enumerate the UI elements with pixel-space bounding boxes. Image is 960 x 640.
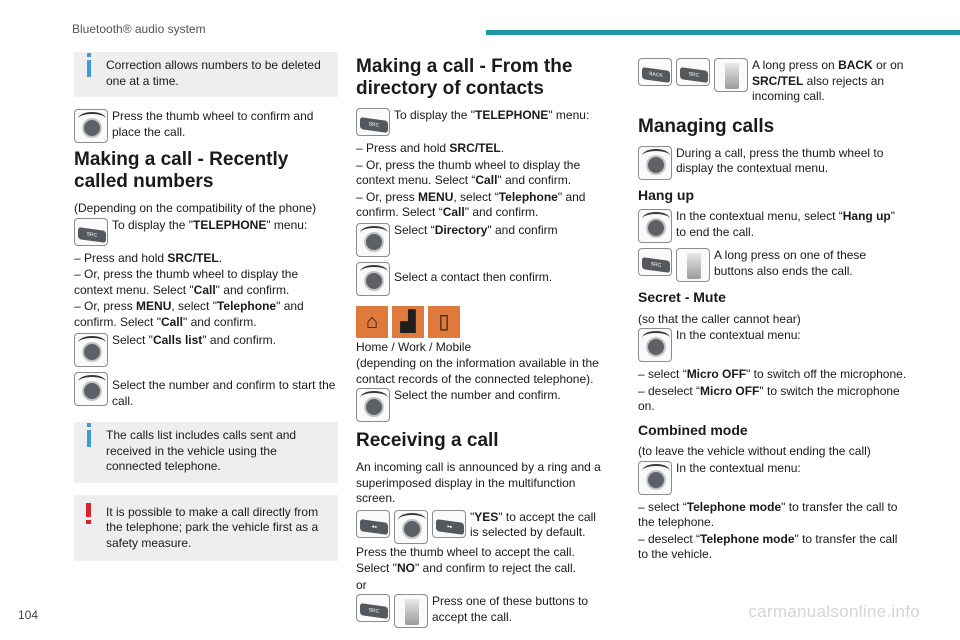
instruction-row <box>356 388 606 422</box>
step-text: – deselect “Telephone mode" to transfer the call to the vehicle. <box>638 531 898 561</box>
mobile-phone-icon: ▯ <box>428 306 460 338</box>
leave-text: (to leave the vehicle without ending the call) <box>638 444 871 458</box>
instruction-row <box>74 372 338 410</box>
header-title: Bluetooth® audio system <box>72 22 206 36</box>
instruction-row <box>74 333 338 367</box>
thumb-wheel-icon <box>356 262 390 296</box>
step-text: – Or, press MENU, select “Telephone" and confirm. Select “Call" and confirm. <box>356 189 586 219</box>
column-3 <box>638 58 908 564</box>
thumb-wheel-icon <box>356 388 390 422</box>
thumb-wheel-icon <box>638 146 672 180</box>
step-text: – deselect “Micro OFF" to switch the microphone on. <box>638 383 900 413</box>
instruction-text: To display the "TELEPHONE" menu: <box>112 217 308 232</box>
contact-type-tiles <box>356 306 606 340</box>
depending-text: (depending on the information available in the contact records of the connected telephone). <box>356 356 599 386</box>
thumb-wheel-icon <box>638 461 672 495</box>
instruction-row <box>74 109 338 143</box>
thumb-wheel-icon <box>638 328 672 362</box>
instruction-text: A long press on BACK or on SRC/TEL also rejects an incoming call. <box>752 58 904 103</box>
src-tel-button-icon: SRC <box>356 594 390 622</box>
instruction-row <box>638 58 908 106</box>
thumb-wheel-icon <box>394 510 428 544</box>
instruction-text: Select "Calls list" and confirm. <box>112 333 276 347</box>
instruction-text: "YES" to accept the call is selected by default. <box>470 509 596 539</box>
step-text: – Or, press the thumb wheel to display the context menu. Select “Call" and confirm. <box>356 157 581 187</box>
instruction-row <box>638 248 908 282</box>
instruction-row <box>638 209 908 243</box>
instruction-text: Press one of these buttons to accept the call. <box>432 594 589 624</box>
instruction-text: In the contextual menu, select “Hang up" to end the call. <box>676 209 896 239</box>
incoming-text: An incoming call is announced by a ring and a superimposed display in the multifunction screen. <box>356 460 601 505</box>
work-icon: ▟ <box>392 306 424 338</box>
or-text: or <box>356 577 367 592</box>
info-note <box>74 52 338 97</box>
thumb-wheel-icon <box>638 209 672 243</box>
instruction-row <box>638 146 908 180</box>
section-heading: Managing calls <box>638 115 775 137</box>
step-text: – Press and hold SRC/TEL. <box>356 141 505 155</box>
src-tel-button-icon: SRC <box>356 108 390 136</box>
step-text: – select “Micro OFF" to switch off the microphone. <box>638 367 907 381</box>
instruction-row <box>356 223 606 257</box>
info-icon <box>87 430 91 447</box>
info-note <box>74 422 338 483</box>
step-text: Press the thumb wheel to accept the call. <box>356 544 575 559</box>
home-icon: ⌂ <box>356 306 388 338</box>
sub-heading: Hang up <box>638 186 694 203</box>
step-text: – Press and hold SRC/TEL. <box>74 250 223 265</box>
step-text: Select "NO" and confirm to reject the call. <box>356 561 576 575</box>
steering-lever-icon <box>676 248 710 282</box>
steering-lever-icon <box>394 594 428 628</box>
instruction-text: During a call, press the thumb wheel to display the contextual menu. <box>676 145 884 175</box>
instruction-text: In the contextual menu: <box>676 460 801 475</box>
caller-text: (so that the caller cannot hear) <box>638 311 801 326</box>
section-heading: Receiving a call <box>356 430 499 451</box>
instruction-text: Press the thumb wheel to confirm and place the call. <box>112 109 314 139</box>
sub-heading: Secret - Mute <box>638 289 726 305</box>
page-number: 104 <box>18 608 39 622</box>
instruction-text: Select a contact then confirm. <box>394 269 553 284</box>
column-2 <box>356 56 606 633</box>
warning-text: It is possible to make a call directly from the telephone; park the vehicle first as a safety measure. <box>106 504 319 550</box>
instruction-text: Select the number and confirm to start the call. <box>112 378 336 408</box>
watermark: carmanualsonline.info <box>748 602 920 621</box>
step-text: – Or, press the thumb wheel to display the context menu. Select "Call" and confirm. <box>74 267 299 297</box>
instruction-text: Select the number and confirm. <box>394 388 561 402</box>
back-button-icon: ◂◂ <box>356 510 390 538</box>
src-tel-button-icon: SRC <box>676 58 710 86</box>
instruction-text: To display the "TELEPHONE" menu: <box>394 108 590 122</box>
thumb-wheel-icon <box>356 223 390 257</box>
instruction-row <box>356 262 606 296</box>
section-heading: Making a call - Recently called numbers <box>74 149 289 192</box>
instruction-row <box>356 594 606 628</box>
sub-heading: Combined mode <box>638 421 748 438</box>
src-tel-button-icon: ▸▸ <box>432 510 466 538</box>
thumb-wheel-icon <box>74 372 108 406</box>
instruction-text: A long press on one of these buttons also ends the call. <box>714 248 867 278</box>
hwm-text: Home / Work / Mobile <box>356 339 472 354</box>
compat-text: (Depending on the compatibility of the phone) <box>74 201 317 215</box>
thumb-wheel-icon <box>74 333 108 367</box>
instruction-row <box>638 461 908 495</box>
step-text: – select “Telephone mode" to transfer the call to the telephone. <box>638 499 898 529</box>
column-1 <box>74 52 338 573</box>
instruction-row <box>356 510 606 544</box>
src-tel-button-icon: SRC <box>638 248 672 276</box>
instruction-row <box>74 218 338 246</box>
instruction-row <box>638 328 908 362</box>
src-tel-button-icon: SRC <box>74 218 108 246</box>
header-accent-bar <box>486 30 960 35</box>
back-button-icon: BACK <box>638 58 672 86</box>
instruction-text: In the contextual menu: <box>676 328 801 342</box>
info-note-text: Correction allows numbers to be deleted one at a time. <box>106 58 321 88</box>
steering-lever-icon <box>714 58 748 92</box>
warning-icon <box>86 503 91 517</box>
info-icon <box>87 60 91 77</box>
warning-note <box>74 495 338 562</box>
step-text: – Or, press MENU, select "Telephone" and confirm. Select "Call" and confirm. <box>74 299 304 329</box>
section-heading: Making a call - From the directory of contacts <box>356 56 573 99</box>
info-note-text: The calls list includes calls sent and received in the vehicle using the connected telephone. <box>106 428 297 473</box>
instruction-row <box>356 108 606 136</box>
thumb-wheel-icon <box>74 109 108 143</box>
instruction-text: Select “Directory" and confirm <box>394 222 558 237</box>
